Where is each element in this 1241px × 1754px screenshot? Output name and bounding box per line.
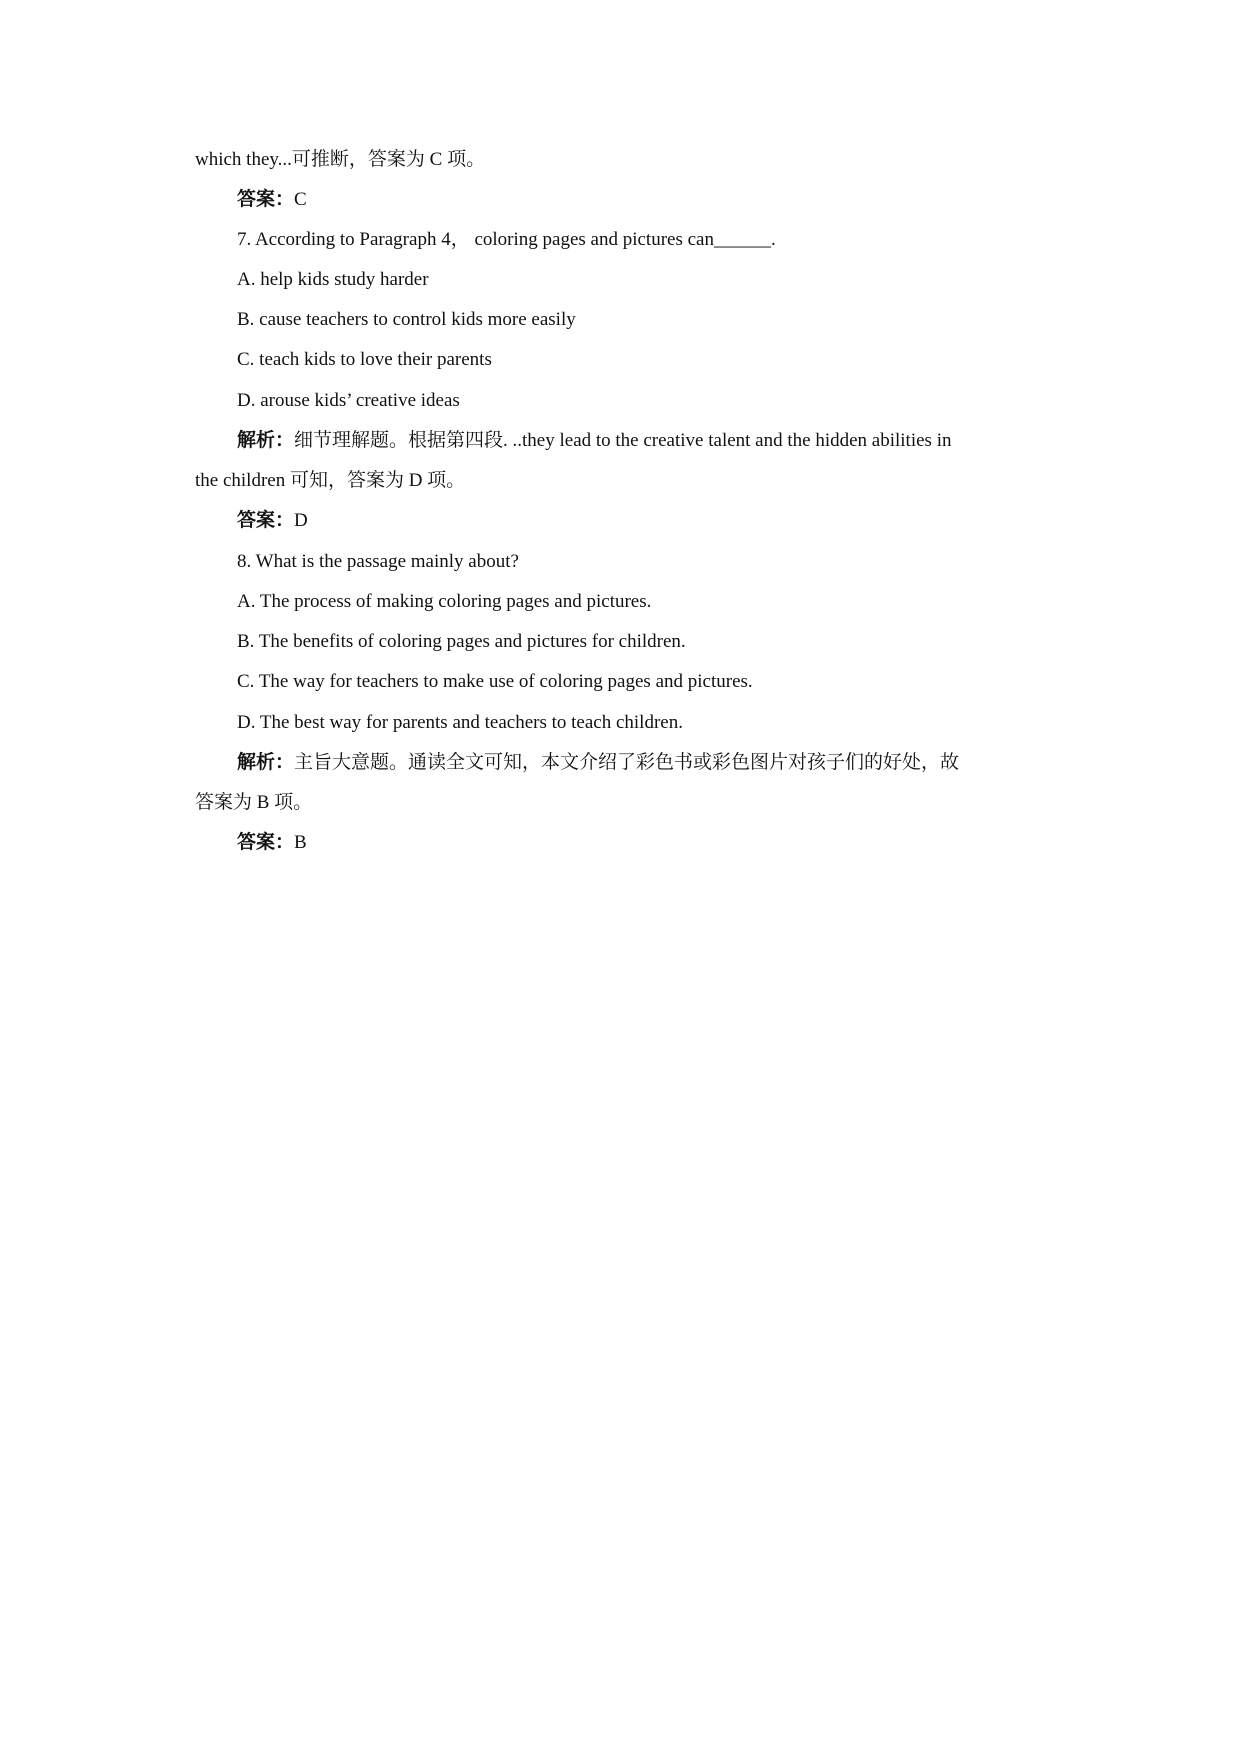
q7-option-a: A. help kids study harder (237, 269, 429, 290)
explanation-q8-continuation: 答案为 B 项。 (195, 792, 313, 813)
explanation-label: 解析： (237, 752, 295, 773)
answer-q8 (237, 831, 307, 855)
q8-option-c: C. The way for teachers to make use of coloring pages and pictures. (237, 671, 753, 692)
answer-label: 答案： (237, 832, 295, 853)
question-8: 8. What is the passage mainly about? (237, 551, 519, 572)
q7-option-d: D. arouse kids’ creative ideas (237, 390, 460, 411)
q8-option-b: B. The benefits of coloring pages and pictures for children. (237, 631, 686, 652)
explanation-q7 (237, 429, 951, 453)
explanation-continuation-q6: which they...可推断，答案为 C 项。 (195, 149, 486, 170)
q7-option-c: C. teach kids to love their parents (237, 349, 492, 370)
answer-q7 (237, 509, 308, 533)
explanation-text: 细节理解题。根据第四段. ..they lead to the creative talent and the hidden abilities in (294, 430, 952, 451)
explanation-q8 (237, 751, 959, 775)
explanation-text: 主旨大意题。通读全文可知，本文介绍了彩色书或彩色图片对孩子们的好处，故 (294, 752, 960, 773)
question-7: 7. According to Paragraph 4， coloring pages and pictures can______. (237, 229, 776, 250)
explanation-q7-continuation: the children 可知，答案为 D 项。 (195, 470, 466, 491)
answer-value: B (294, 832, 307, 853)
q8-option-a: A. The process of making coloring pages and pictures. (237, 591, 652, 612)
answer-q6 (237, 188, 307, 212)
answer-label: 答案： (237, 189, 295, 210)
q8-option-d: D. The best way for parents and teachers to teach children. (237, 712, 683, 733)
answer-value: C (294, 189, 307, 210)
explanation-label: 解析： (237, 430, 295, 451)
answer-label: 答案： (237, 510, 295, 531)
q7-option-b: B. cause teachers to control kids more easily (237, 309, 576, 330)
answer-value: D (294, 510, 308, 531)
